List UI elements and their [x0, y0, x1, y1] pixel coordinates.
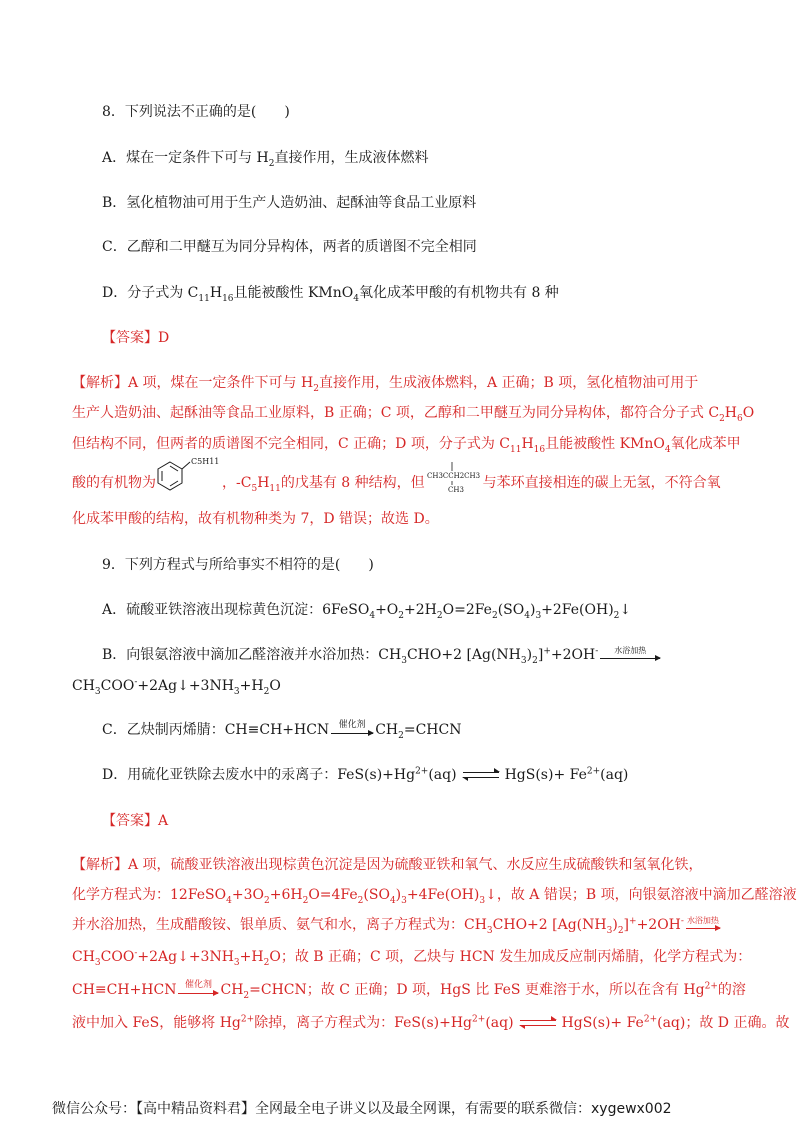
- q9-explanation-line-5: CH≡CH+HCN 催化剂 $CH_2=CHCN$；故 C 正确；D 项，HgS 比 FeS 更难溶于水，所以在含有 $Hg^{2+}$的溶: [72, 979, 746, 1001]
- q9-explanation-line-2: 化学方程式为：$12FeSO_4+3O_2+6H_2O=4Fe_2(SO_4)_3+4Fe(OH)_3↓$，故 A 错误；B 项，向银氨溶液中滴加乙醛溶液: [72, 887, 797, 906]
- catalyst-arrow: 催化剂: [178, 987, 218, 994]
- q9-stem: 9．下列方程式与所给事实不相符的是( ): [102, 557, 374, 573]
- q8-explanation-line-1: 【解析】A 项，煤在一定条件下可与 $H_2$直接作用，生成液体燃料，A 正确；B 项，氢化植物油可用于: [72, 375, 699, 394]
- q8-answer: 【答案】D: [102, 330, 170, 346]
- pentylbenzene-structure: [156, 456, 222, 494]
- q9-answer: 【答案】A: [102, 813, 169, 829]
- q9-option-d: D．用硫化亚铁除去废水中的汞离子：$FeS(s)+Hg^{2+}(aq)$ $HgS(s)+ Fe^{2+}(aq)$: [102, 766, 629, 783]
- equilibrium-arrow: [520, 1019, 556, 1027]
- svg-text:C5H11: C5H11: [191, 457, 220, 466]
- q8-explanation-line-2: 生产人造奶油、起酥油等食品工业原料，B 正确；C 项，乙醇和二甲醚互为同分异构体，都符合分子式 $C_2H_6O$: [72, 405, 755, 424]
- q9-option-a: A．硫酸亚铁溶液出现棕黄色沉淀：$6FeSO_4+O_2+2H_2O=2Fe_2(SO_4)_3+2Fe(OH)_2↓$: [102, 602, 632, 621]
- q8-explanation-line-5: 化成苯甲酸的结构，故有机物种类为 7，D 错误；故选 D。: [72, 511, 439, 527]
- tert-pentyl-structure: [425, 460, 483, 494]
- q9-option-b-line-1: B．向银氨溶液中滴加乙醛溶液并水浴加热：$CH_3CHO+2$ $[Ag(NH_3)_2]^++2OH^-$ 水浴加热: [102, 645, 660, 665]
- equilibrium-arrow: [463, 771, 499, 779]
- q9-explanation-line-4: $CH_3COO^-+2Ag↓+3NH_3+H_2O$；故 B 正确；C 项，乙炔与 HCN 发生加成反应制丙烯腈，化学方程式为：: [72, 948, 752, 968]
- svg-text:CH3CCH2CH3: CH3CCH2CH3: [426, 472, 480, 480]
- svg-text:CH3: CH3: [447, 486, 464, 494]
- q9-option-c: C．乙炔制丙烯腈：CH≡CH+HCN 催化剂 $CH_2=CHCN$: [102, 719, 462, 741]
- catalyst-arrow: 催化剂: [331, 727, 373, 734]
- q9-explanation-line-6: 液中加入 FeS，能够将 $Hg^{2+}$除掉，离子方程式为：$FeS(s)+Hg^{2+}(aq)$ $HgS(s)+ Fe^{2+}(aq)$；故 D 正确。故: [72, 1014, 790, 1031]
- q8-option-a: A．煤在一定条件下可与 $H_2$直接作用，生成液体燃料: [102, 150, 429, 169]
- q9-explanation-line-3: 并水浴加热，生成醋酸铵、银单质、氨气和水，离子方程式为：$CH_3CHO+2$ $[Ag(NH_3)_2]^++2OH^-$ 水浴加热: [72, 915, 719, 936]
- q8-explanation-line-4: 酸的有机物为 C5H11 ，$-C_5H_{11}$的戊基有 8 种结构，但 CH3CCH2CH3 CH3 与苯环直接相连的碳上无氢，不符合氧: [72, 457, 721, 494]
- q9-option-b-line-2: $CH_3COO^-+2Ag↓+3NH_3+H_2O$: [72, 677, 281, 697]
- q8-option-b: B．氢化植物油可用于生产人造奶油、起酥油等食品工业原料: [102, 195, 477, 211]
- heat-arrow: 水浴加热: [600, 652, 660, 659]
- q8-stem: 8．下列说法不正确的是( ): [102, 104, 290, 120]
- q9-explanation-line-1: 【解析】A 项，硫酸亚铁溶液出现棕黄色沉淀是因为硫酸亚铁和氧气、水反应生成硫酸铁和氢氧化铁，: [72, 857, 703, 873]
- q8-explanation-line-3: 但结构不同，但两者的质谱图不完全相同，C 正确；D 项，分子式为 $C_{11}H_{16}$且能被酸性 KMnO$_4$氧化成苯甲: [72, 436, 741, 455]
- footer-wechat-note: 微信公众号：【高中精品资料君】全网最全电子讲义以及最全网课，有需要的联系微信：xygewx002: [52, 1101, 672, 1117]
- q8-option-d: D．分子式为 $C_{11}H_{16}$且能被酸性 KMnO$_4$氧化成苯甲酸的有机物共有 8 种: [102, 285, 559, 304]
- q8-option-c: C．乙醇和二甲醚互为同分异构体，两者的质谱图不完全相同: [102, 239, 477, 255]
- heat-arrow: 水浴加热: [686, 922, 720, 929]
